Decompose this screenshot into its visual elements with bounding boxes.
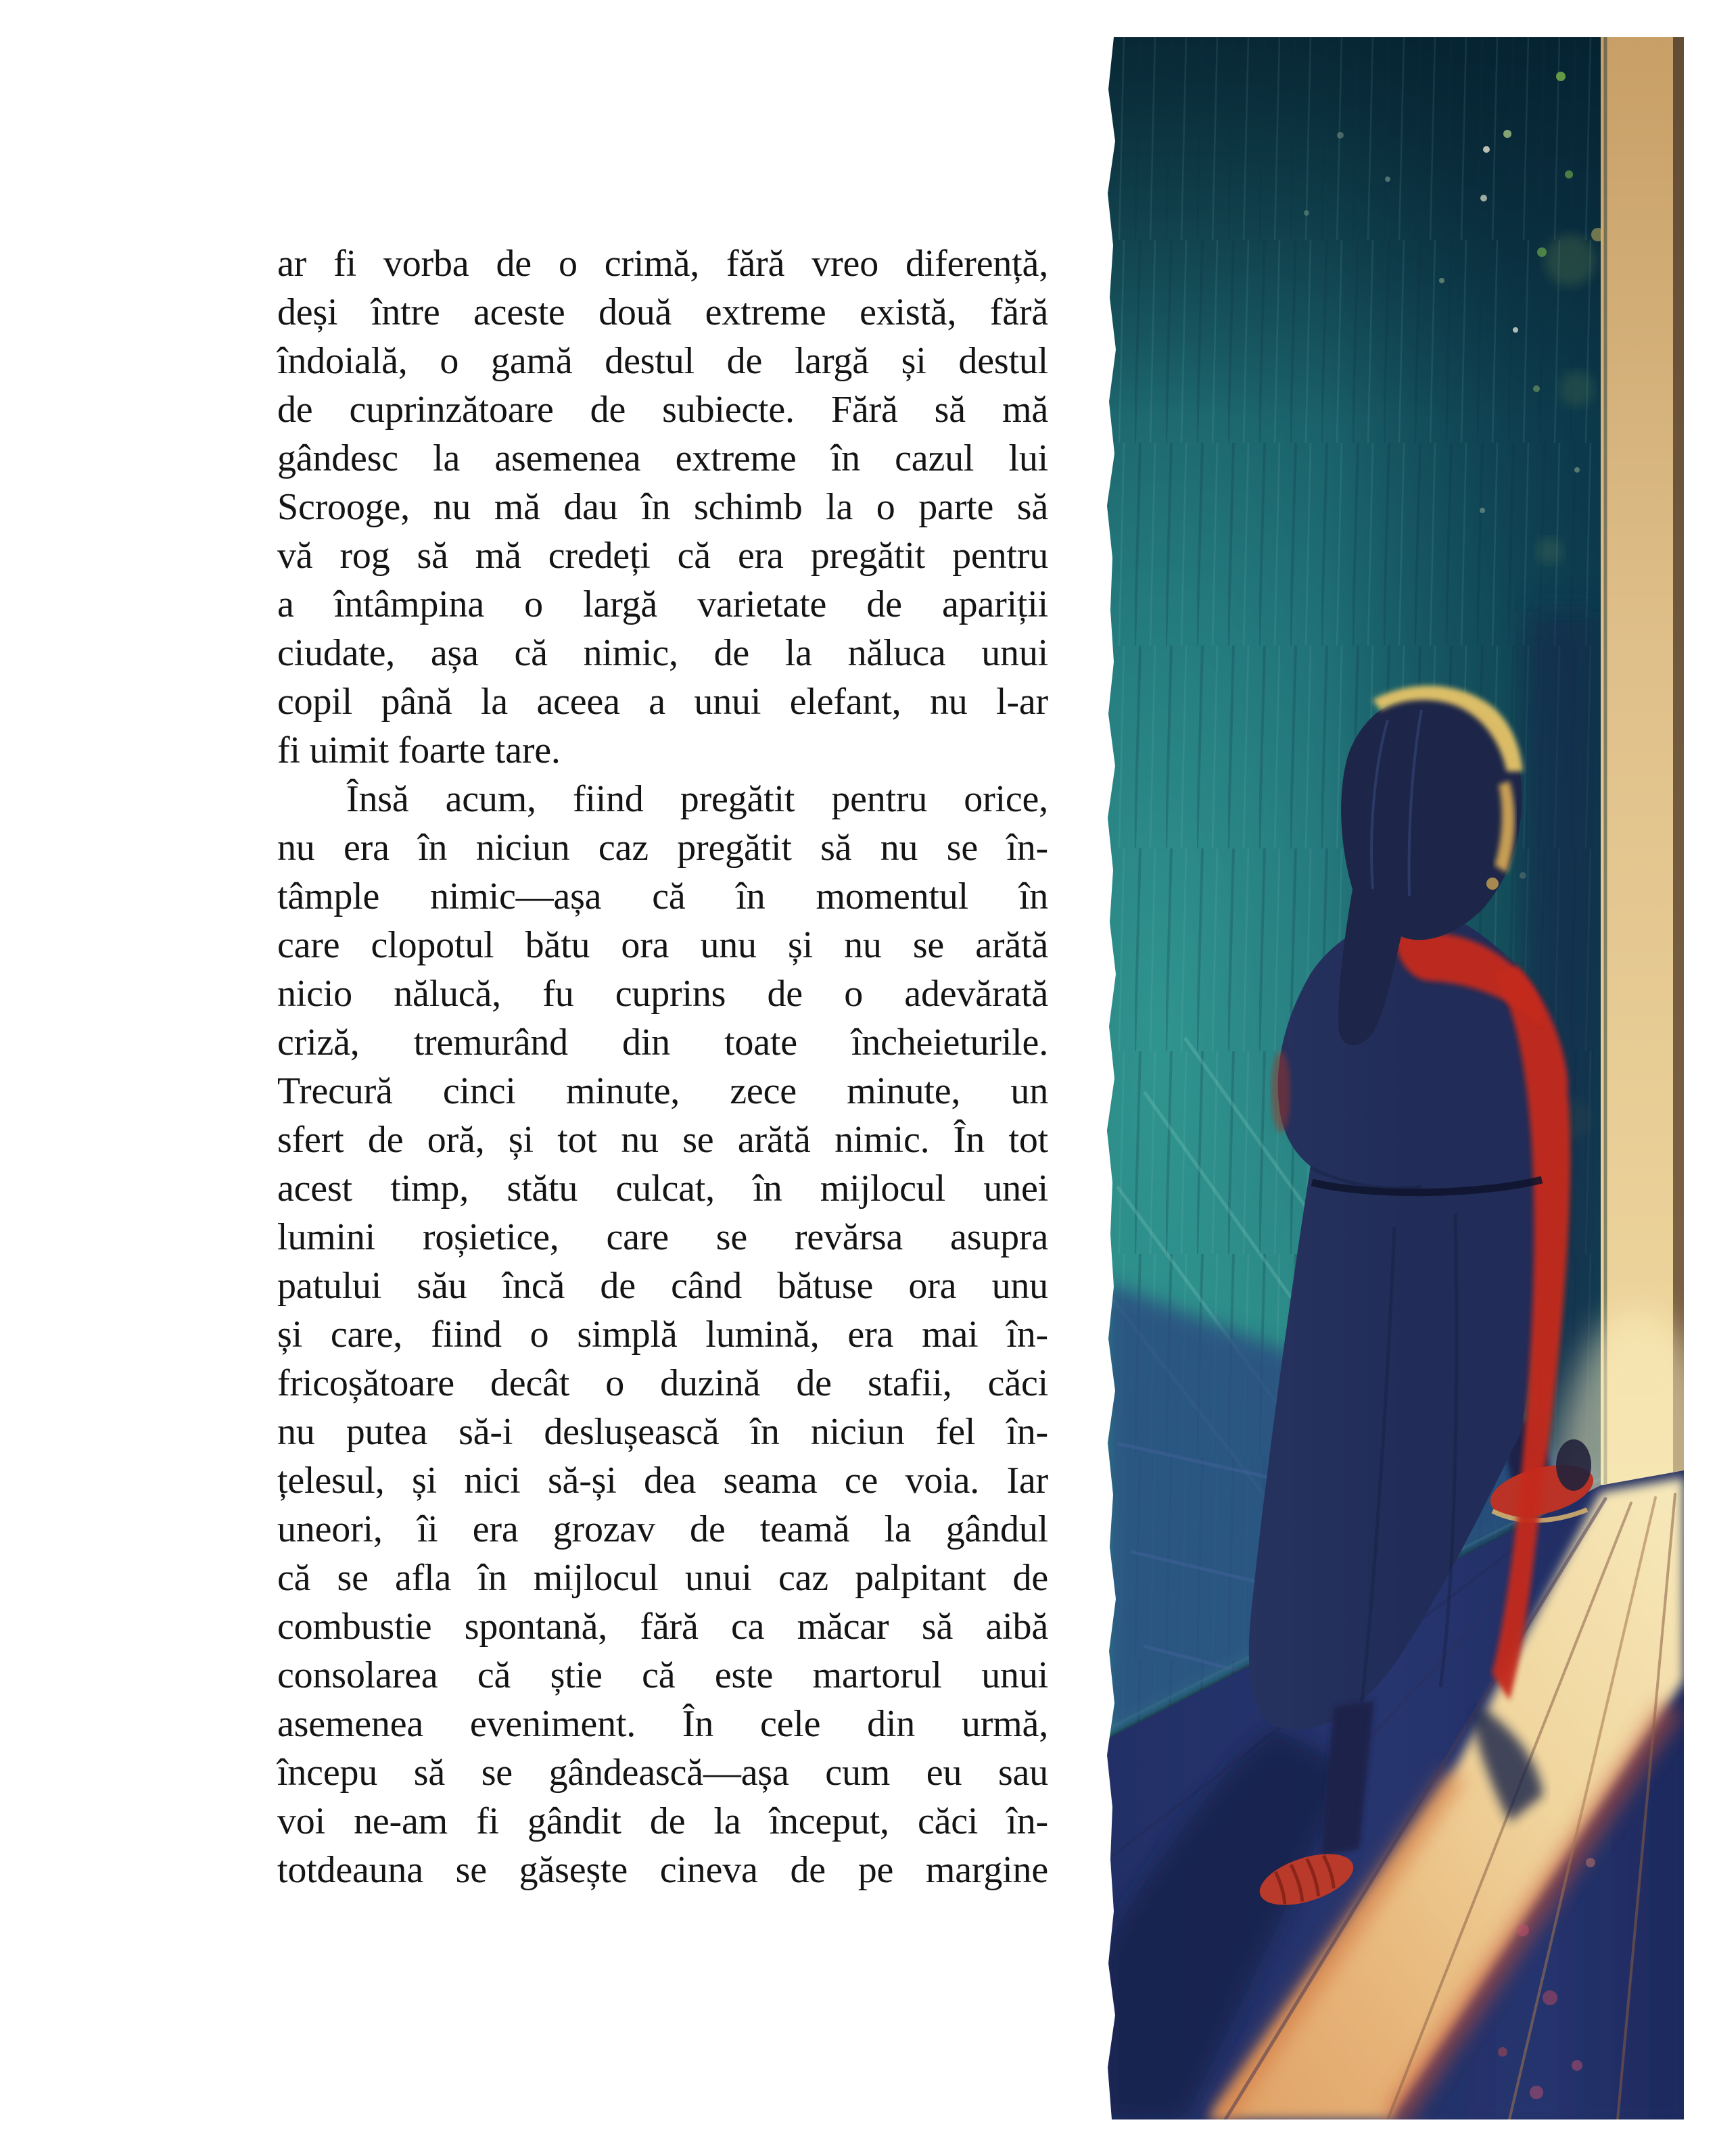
text-line: fricoșătoare decât o duzină de stafii, căci xyxy=(277,1362,1048,1404)
text-line: acest timp, stătu culcat, în mijlocul unei xyxy=(277,1168,1048,1209)
text-line: ciudate, așa că nimic, de la năluca unui xyxy=(277,632,1048,674)
text-line: voi ne-am fi gândit de la început, căci în- xyxy=(277,1800,1048,1842)
text-line: țelesul, și nici să-și dea seama ce voia. Iar xyxy=(277,1460,1048,1502)
text-line: ar fi vorba de o crimă, fără vreo diferență, xyxy=(277,243,1048,285)
text-line: patului său încă de când bătuse ora unu xyxy=(277,1265,1048,1307)
text-line: asemenea eveniment. În cele din urmă, xyxy=(277,1703,1048,1745)
text-line: sfert de oră, și tot nu se arătă nimic. În tot xyxy=(277,1119,1048,1161)
text-line: criză, tremurând din toate încheieturile. xyxy=(277,1022,1048,1063)
text-column xyxy=(277,239,1048,1894)
text-line: totdeauna se găsește cineva de pe margine xyxy=(277,1849,1048,1891)
text-line: gândesc la asemenea extreme în cazul lui xyxy=(277,437,1048,479)
text-line: tâmple nimic—așa că în momentul în xyxy=(277,876,1048,917)
text-line: nicio nălucă, fu cuprins de o adevărată xyxy=(277,973,1048,1015)
text-line: combustie spontană, fără ca măcar să aibă xyxy=(277,1606,1048,1648)
text-line: începu să se gândească—așa cum eu sau xyxy=(277,1752,1048,1794)
text-line: îndoială, o gamă destul de largă și destul xyxy=(277,340,1048,382)
text-line: Însă acum, fiind pregătit pentru orice, xyxy=(346,778,1048,820)
text-line: consolarea că știe că este martorul unui xyxy=(277,1654,1048,1696)
text-line: a întâmpina o largă varietate de apariții xyxy=(277,583,1048,625)
text-line: lumini roșietice, care se revărsa asupra xyxy=(277,1216,1048,1258)
illustration xyxy=(1104,37,1684,2119)
text-line: copil până la aceea a unui elefant, nu l-ar xyxy=(277,681,1048,723)
text-line: care clopotul bătu ora unu și nu se arătă xyxy=(277,924,1048,966)
text-line: de cuprinzătoare de subiecte. Fără să mă xyxy=(277,389,1048,431)
text-line: deși între aceste două extreme există, fără xyxy=(277,291,1048,333)
text-line: nu putea să-i deslușească în niciun fel în- xyxy=(277,1411,1048,1453)
text-line: Scrooge, nu mă dau în schimb la o parte să xyxy=(277,486,1048,528)
text-line: Trecură cinci minute, zece minute, un xyxy=(277,1070,1048,1112)
text-line: și care, fiind o simplă lumină, era mai în- xyxy=(277,1314,1048,1356)
text-line: fi uimit foarte tare. xyxy=(277,729,561,771)
text-line: că se afla în mijlocul unui caz palpitant de xyxy=(277,1557,1048,1599)
text-line: nu era în niciun caz pregătit să nu se în- xyxy=(277,827,1048,869)
text-line: uneori, îi era grozav de teamă la gândul xyxy=(277,1508,1048,1550)
text-line: vă rog să mă credeți că era pregătit pentru xyxy=(277,535,1048,577)
